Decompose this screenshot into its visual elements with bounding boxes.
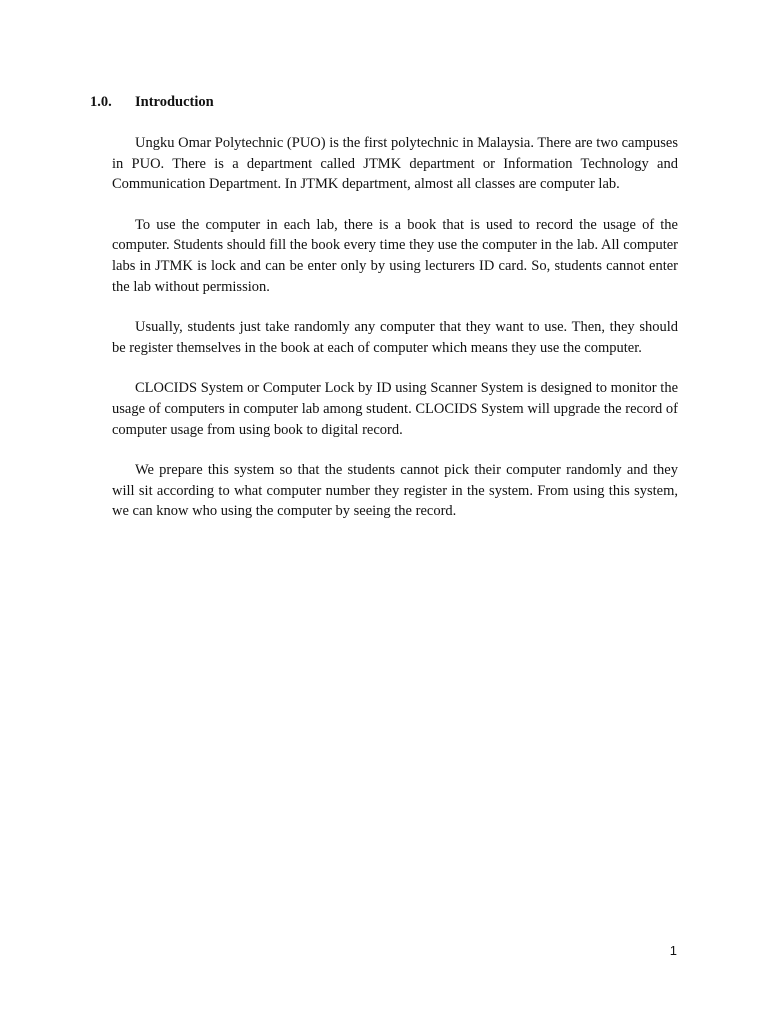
paragraph: Ungku Omar Polytechnic (PUO) is the first polytechnic in Malaysia. There are two campuses in PUO. There is a department called JTMK department or Information Technology and Communication Department. In JTMK department, almost all classes are computer lab. bbox=[112, 135, 678, 193]
section-number: 1.0. bbox=[90, 94, 112, 110]
paragraph: To use the computer in each lab, there is a book that is used to record the usage of the computer. Students should fill the book every time they use the computer in the lab. All computer labs in JTMK is lock and can be enter only by using lecturers ID card. So, students cannot enter the lab without permission. bbox=[112, 216, 678, 295]
section-heading bbox=[90, 92, 214, 112]
paragraph: CLOCIDS System or Computer Lock by ID using Scanner System is designed to monitor the usage of computers in computer lab among student. CLOCIDS System will upgrade the record of computer usage from using book to digital record. bbox=[112, 380, 678, 438]
body-text bbox=[112, 133, 678, 542]
section-title: Introduction bbox=[135, 94, 214, 110]
paragraph: We prepare this system so that the students cannot pick their computer randomly and they will sit according to what computer number they register in the system. From using this system, we can know who using the computer by seeing the record. bbox=[112, 462, 678, 520]
paragraph: Usually, students just take randomly any computer that they want to use. Then, they should be register themselves in the book at each of computer which means they use the computer. bbox=[112, 319, 678, 356]
page-number: 1 bbox=[669, 943, 677, 958]
